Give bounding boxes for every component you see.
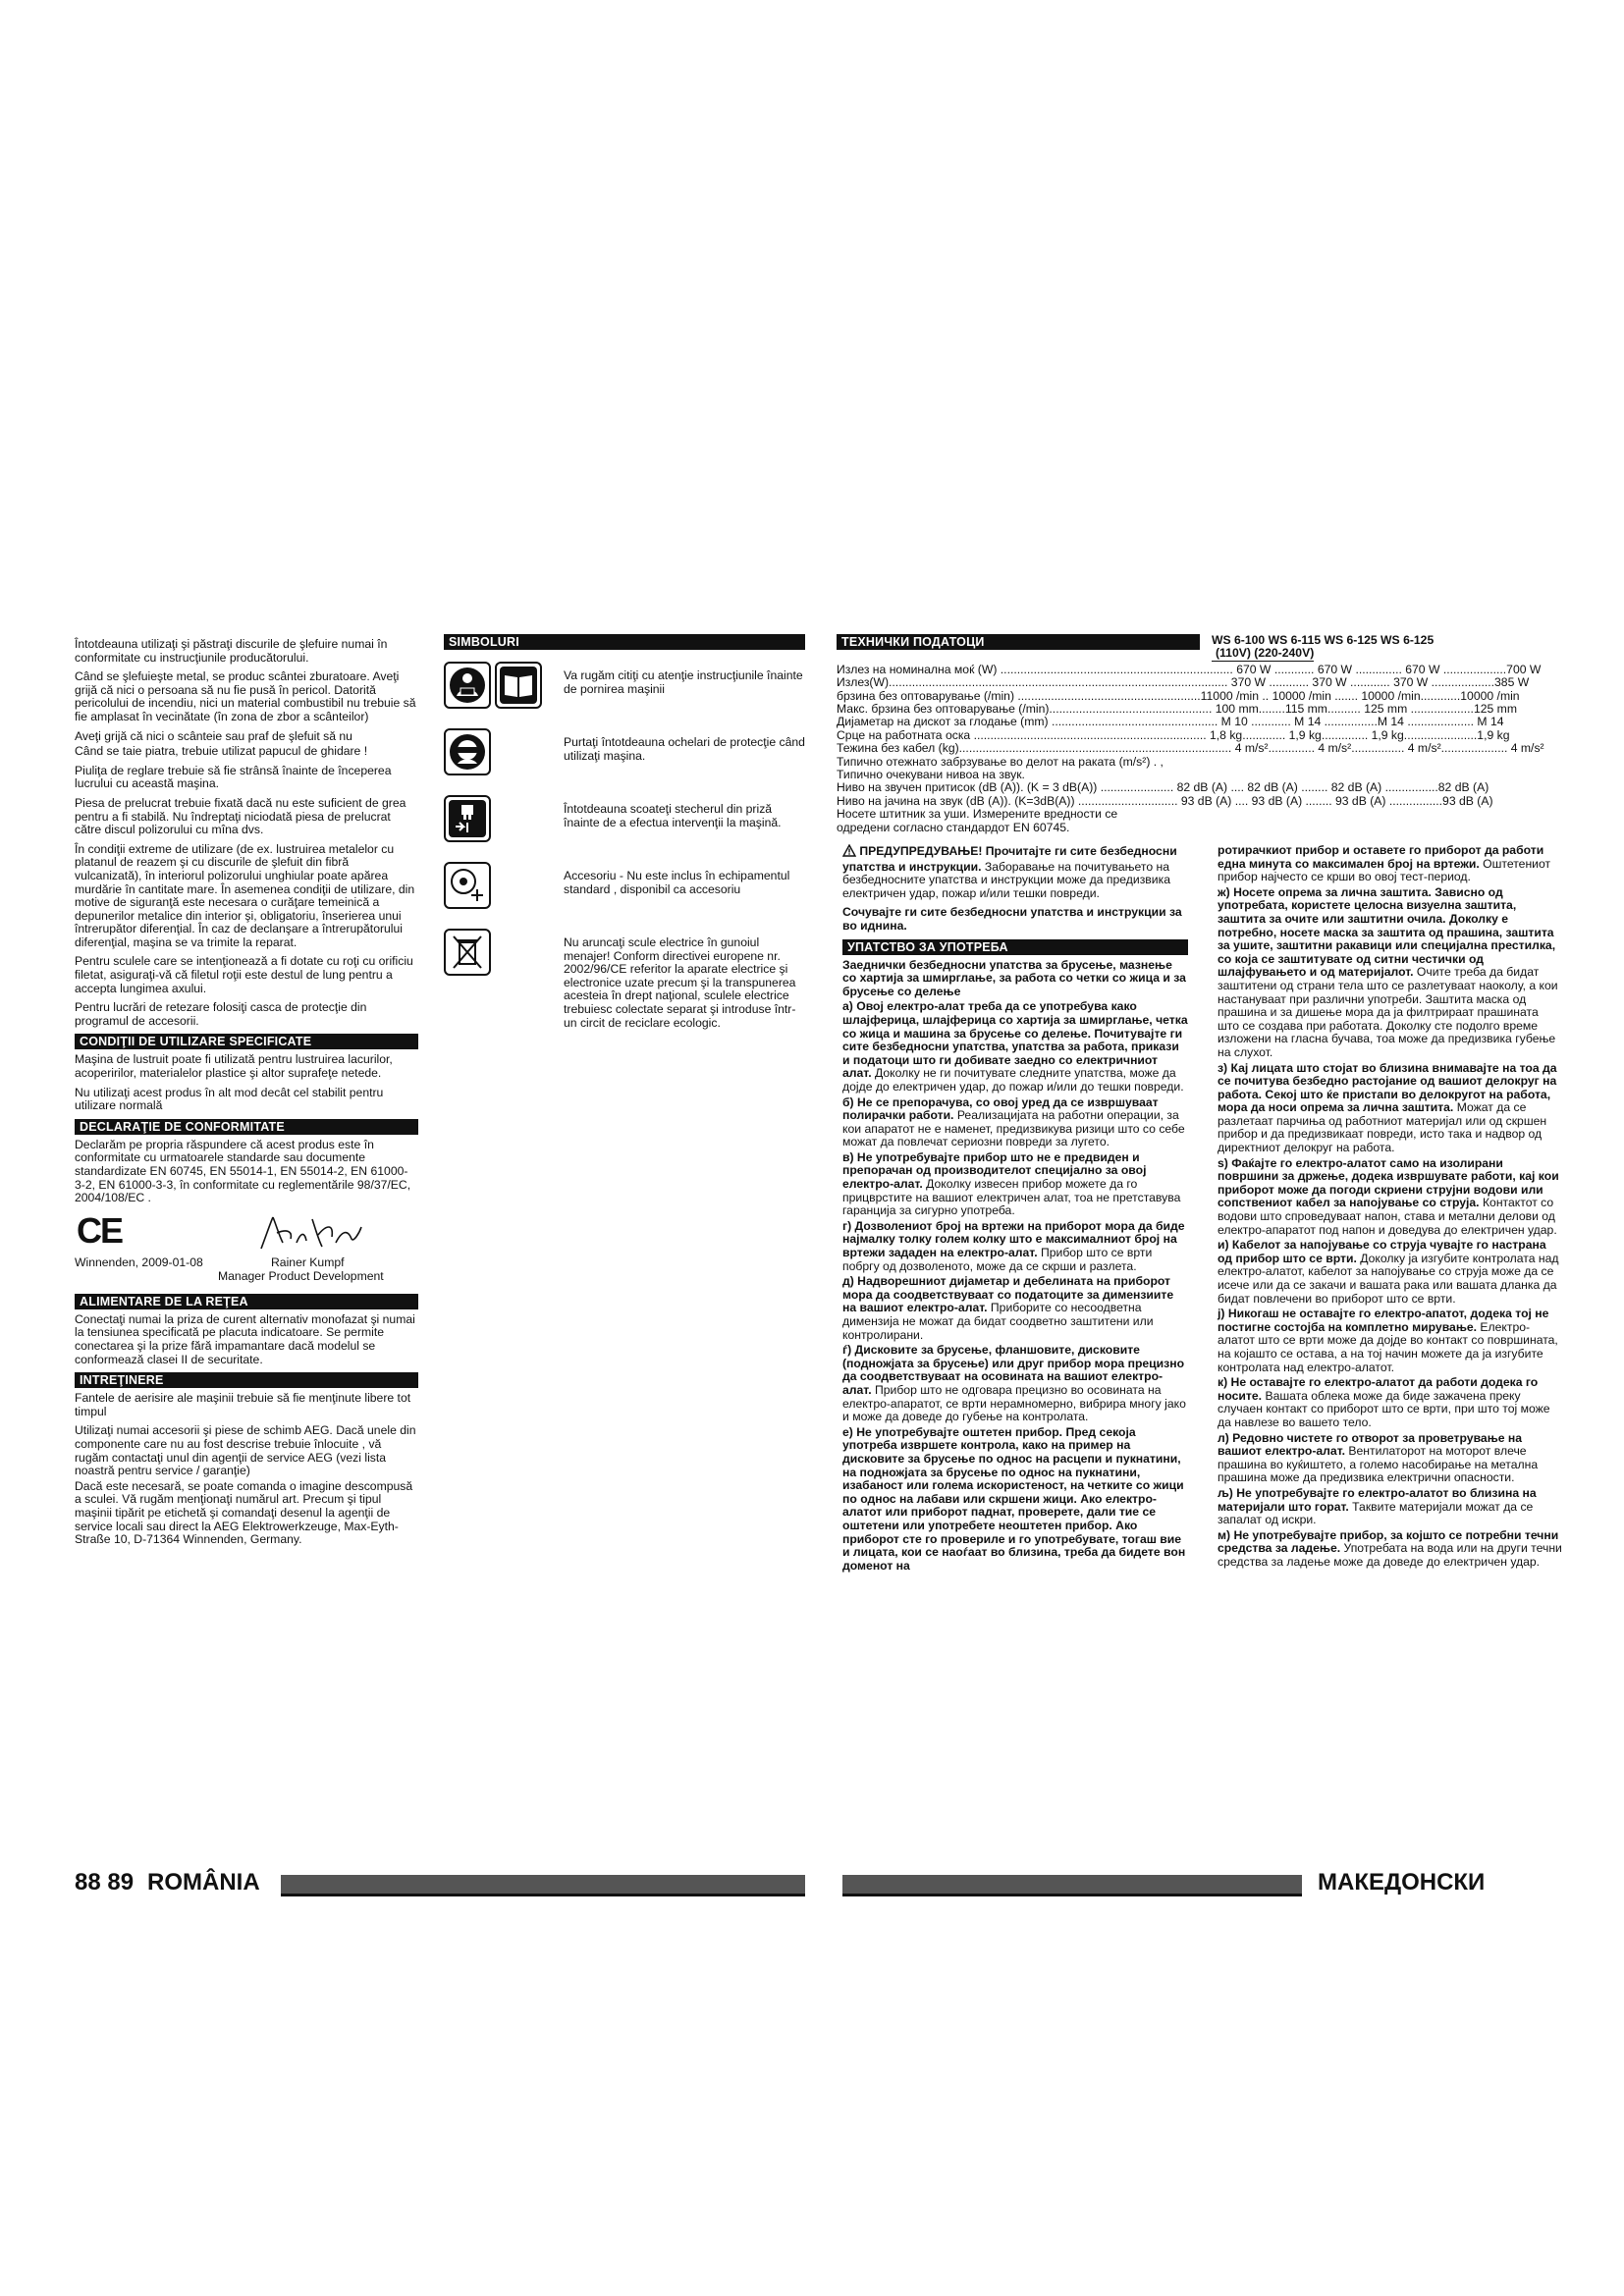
- section-header-tech: ТЕХНИЧКИ ПОДАТОЦИ: [837, 634, 1200, 650]
- paragraph: Dacă este necesară, se poate comanda o imagine descompusă a sculei. Vă rugăm menţionaţi numărul art. Precum şi tipul maşinii tipărit pe etichetă şi comandaţi desenul la agenţii de service locali sau direct la AEG Elektrowerkzeuge, Max-Eyth-Straße 10, D-71364 Winnenden, Germany.: [75, 1478, 413, 1547]
- symbol-description: Accesoriu - Nu este inclus în echipamentul standard , disponibil ca accesoriu: [564, 869, 790, 896]
- ro-intro-text: [75, 638, 418, 1028]
- paragraph: Când se şlefuieşte metal, se produc scântei zburatoare. Aveţi grijă că nici o persoana să nu fie pusă în pericol. Datorită pericolului de incendiu, nici un material combustibil nu trebuie să fie amplasat în vecinătate (în zona de zbor a scânteilor): [75, 669, 416, 723]
- ce-mark: CE: [77, 1209, 123, 1251]
- symbol-row: [444, 662, 805, 711]
- signer-title: Manager Product Development: [218, 1268, 384, 1283]
- paragraph: Piuliţa de reglare trebuie să fie strânsă înainte de începerea lucrului cu această maşina.: [75, 763, 392, 791]
- symbol-description: Va rugăm citiţi cu atenţie instrucţiunile înainte de pornirea maşinii: [564, 668, 803, 696]
- paragraph: Conectaţi numai la priza de curent alternativ monofazat şi numai la tensiunea specificată pe placuta indicatoare. Se permite conectarea şi la prize fără impamantare dacă modelul se conformează clasei II de securitate.: [75, 1311, 415, 1366]
- tech-row: Макс. брзина без оптоварување (/min)................................................. 100 mm........115 mm.......... 125 mm ...................125 mm: [837, 702, 1517, 717]
- section-header-upatstvo: УПАТСТВО ЗА УПОТРЕБА: [842, 939, 1188, 955]
- safety-goggles-icon: [444, 728, 491, 775]
- paragraph: Utilizaţi numai accesorii şi piese de schimb AEG. Dacă unele din componente care nu au fost descrise trebuie înlocuite , vă rugăm contactaţi unul din agenţii de service AEG (vezi lista noastră pentru service / garanţie): [75, 1423, 416, 1478]
- footer-bar-left: [281, 1875, 805, 1896]
- mk-column-1: [842, 844, 1188, 1575]
- list-item: и) Кабелот за напојување со струја чувајте го настрана од прибор што се врти. Доколку ја изгубите контролата над електро-алатот, кабелот за напојување со струја може да се исече или да се закачи и вашата рака или вашата дланка да бидат повлечени во приборот што се врти.: [1218, 1238, 1559, 1306]
- paragraph: În condiţii extreme de utilizare (de ex. lustruirea metalelor cu platanul de reazem şi cu discurile de şlefuit din fibră vulcanizată), în interiorul polizorului unghiular poate apărea murdărie în cantitate mare. În asemenea condiţii de utilizare, din motive de siguranţă este necesara o curăţare temeinică a depunerilor metalice din interior şi, obligatoriu, înserierea unui întrerupător diferenţial. În caz de declanşare a întrerupătorului diferenţial, maşina se va trimite la reparat.: [75, 841, 415, 949]
- paragraph: Piesa de prelucrat trebuie fixată dacă nu este suficient de grea pentru a fi stabilă. Nu îndreptaţi niciodată piesa de prelucrat către discul polizorului cu mîna dvs.: [75, 795, 406, 837]
- list-item: е) Не употребувајте оштетен прибор. Пред секоја употреба извршете контрола, како на пример на дисковите за брусење по однос на расцепи и пукнатини, на подножјата за брусење по однос на пукнатини, изабаност или голема искористеност, на четките со жици по однос на лабави или скршени жици. Ако електро-алатот или приборот паднат, проверете, дали тие се оштетени или употребете неоштетен прибор. Ако приборот сте го провериле и го употребувате, тогаш вие и лицата, кои се наоѓаат во близина, треба да бидете вон доменот на: [842, 1424, 1186, 1573]
- crossed-bin-icon: [444, 929, 491, 976]
- symbol-description: Purtaţi întotdeauna ochelari de protecţie când utilizaţi maşina.: [564, 735, 805, 763]
- list-item: г) Дозволениот број на вртежи на приборот мора да биде најмалку толку голем колку што е максималниот број на вртежи зададен на електро-алат. Прибор што се врти побргу од дозволеното, може да се скрши и разлета.: [842, 1218, 1185, 1273]
- paragraph: Aveţi grijă că nici o scânteie sau praf de şlefuit să nu: [75, 728, 352, 743]
- tech-row: Излез на номинална моќ (W) ...................................................................... 670 W ............ 670 W .............. 670 W ...................700 W: [837, 662, 1542, 676]
- warning-title: ПРЕДУПРЕДУВАЊЕ! Прочитајте ги сите безбедносни упатства и инструкции.: [842, 844, 1177, 874]
- symbol-row: [444, 728, 805, 777]
- tech-row: Излез(W)...................................................................................................... 370 W ............ 370 W ............ 370 W ...................385 W: [837, 675, 1530, 690]
- symbol-row: [444, 929, 805, 1030]
- paragraph: Maşina de lustruit poate fi utilizată pentru lustruirea lacurilor, acoperirilor, materialelor plastice şi altor suprafeţe netede.: [75, 1052, 393, 1081]
- tech-row: Ниво на звучен притисок (dB (A)). (K = 3 dB(A)) ...................... 82 dB (A) .... 82 dB (A) ........ 82 dB (A) ................82 dB (A): [837, 780, 1489, 795]
- ro-column-2: [444, 634, 805, 1047]
- warning-keep: Сочувајте ги сите безбедносни упатства и инструкции за во иднина.: [842, 905, 1182, 933]
- list-item: з) Кај лицата што стојат во близина внимавајте на тоа да се почитува безбедно растојание од вашиот делокруг на работа. Секој што ќе пристапи во делокругот на работа, мора да носи опрема за лична заштита. Можат да се разлетаат парчиња од работниот материјал или од скршен прибор и да предизвикаат повреди, исто така и надвор од директниот делокруг на работа.: [1218, 1060, 1557, 1155]
- tech-row: брзина без оптоварување (/min) .......................................................11000 /min .. 10000 /min ....... 10000 /min............10000 /min: [837, 688, 1520, 703]
- language-label-mk: МАКЕДОНСКИ: [1318, 1869, 1486, 1896]
- list-item: л) Редовно чистете го отворот за проветрување на вашиот електро-алат. Вентилаторот на моторот влече прашина во куќиштето, а големо насобирање на метална прашина може да предизвика електрични опасности.: [1218, 1430, 1539, 1485]
- list-item: в) Не употребувајте прибор што не е предвиден и препорачан од производителот специјално за овој електро-алат. Доколку извесен прибор можете да го прицврстите на вашиот електричен алат, тоа не претставува гаранција за сигурно употреба.: [842, 1149, 1181, 1218]
- list-item: ротирачкиот прибор и оставете го приборот да работи една минута со максимален број на вртежи. Оштетениот прибор најчесто се крши во овој тест-период.: [1218, 843, 1551, 884]
- paragraph: Pentru sculele care se intenţionează a fi dotate cu roţi cu orificiu filetat, asiguraţi-vă că filetul roţii este destul de lung pentru a accepta lungimea axului.: [75, 954, 413, 995]
- accessory-disc-icon: [444, 862, 491, 909]
- ro-column-1: [75, 638, 418, 1553]
- section-header-simboluri: SIMBOLURI: [444, 634, 805, 650]
- list-item: љ) Не употребувајте го електро-алатот во близина на материјали што горат. Таквите материјали можат да се запалат од искри.: [1218, 1485, 1537, 1527]
- book-icon: [495, 662, 542, 709]
- voltage-columns: (110V) (220-240V): [1212, 647, 1314, 661]
- tech-row: Носете штитник за уши. Измерените вредности се: [837, 807, 1118, 822]
- paragraph: Când se taie piatra, trebuie utilizat papucul de ghidare !: [75, 744, 368, 759]
- list-item: б) Не се препорачува, со овој уред да се извршуваат полирачки работи. Реализацијата на работни операции, за кои апаратот не е наменет, предизвикува ризици што со себе можат да повлечат сериозни повреди за лугето.: [842, 1095, 1185, 1149]
- paragraph: Nu utilizaţi acest produs în alt mod decât cel stabilit pentru utilizare normală: [75, 1085, 384, 1113]
- list-item: ј) Никогаш не оставајте го електро-апатот, додека тој не постигне состојба на комплетно мирување. Електро-алатот што се врти може да дојде во контакт со површината, на којашто се оставa, a на тој начин можете да ја изгубите контролата над електро-алатот.: [1218, 1307, 1558, 1374]
- list-item: д) Надворешниот дијаметар и дебелината на приборот мора да соодветствуваат со податоците за димензиите на вашиот електро-алат. Приборите со несоодветна димензија не можат да бидат соодветно заштитени или контролирани.: [842, 1274, 1174, 1342]
- tech-row: Ниво на јачина на звук (dB (A)). (K=3dB(A)) .............................. 93 dB (A) .... 93 dB (A) ........ 93 dB (A) ................93 dB (A): [837, 793, 1493, 808]
- language-label-ro: ROMÂNIA: [147, 1869, 260, 1896]
- section-header-declaratie: DECLARAŢIE DE CONFORMITATE: [75, 1119, 418, 1135]
- footer-bar-right: [842, 1875, 1302, 1896]
- tech-row: одредени согласно стандардот EN 60745.: [837, 820, 1070, 834]
- tech-row: Типично отежнато забрзување во делот на раката (m/s²) . ,: [837, 754, 1164, 769]
- symbol-description: Întotdeauna scoateţi stecherul din priză înainte de a efectua intervenţii la maşină.: [564, 802, 782, 829]
- intro-bold: Заеднички безбедносни упатства за брусење, мазнење со хартија за шмирглање, за работа со четки со жица и за брусење со делење: [842, 957, 1186, 998]
- list-item: а) Овој електро-алат треба да се употребува како шлајферица, шлајферица со хартија за шмирглање, четка со жица и машина за брусење со делење. Почитувајте ги сите безбедносни упатства, упатства за работа, прикази и податоци што ги добивате заедно со електричниот алат. Доколку не ги почитувате следните упатства, може да дојде до електричен удар, до пожар и/или до тешки повреди.: [842, 999, 1188, 1094]
- symbol-description: Nu aruncaţi scule electrice în gunoiul menajer! Conform directivei europene nr. 2002/96/CE referitor la aparate electrice şi electronice uzate precum şi la transpunerea acesteia în drept naţional, sculele electrice trebuiesc colectate separat şi introduse într-un circit de reciclare ecologic.: [564, 935, 796, 1030]
- symbol-row: [444, 795, 805, 844]
- signer-name: Rainer Kumpf: [271, 1255, 345, 1269]
- paragraph: Fantele de aerisire ale maşinii trebuie să fie menţinute libere tot timpul: [75, 1391, 411, 1418]
- unplug-icon: [444, 795, 491, 842]
- list-item: ѕ) Фаќајте го електро-алатот само на изолирани површини за држење, додека извршувате работи, кај кои приборот може да погоди скриени струјни водови или сопствениот кабел за напојување со струја. Контактот со водови што спроведуваат напон, става и метални делови од електро-апаратот под напон и доведува до електричен удар.: [1218, 1155, 1559, 1237]
- model-columns: WS 6-100 WS 6-115 WS 6-125 WS 6-125: [1212, 633, 1435, 647]
- declaration-text: Declarăm pe propria răspundere că acest produs este în conformitate cu urmatoarele standarde sau documente standardizate EN 60745, EN 55014-1, EN 55014-2, EN 61000-3-2, EN 61000-3-3, în conformitate cu reglementările 98/37/EC, 2004/108/EC .: [75, 1137, 411, 1205]
- paragraph: Întotdeauna utilizaţi şi păstraţi discurile de şlefuire numai în conformitate cu instrucţiunile producătorului.: [75, 637, 388, 665]
- tech-rows: [837, 664, 1553, 834]
- warning-triangle-icon: [842, 844, 856, 861]
- list-item: м) Не употребувајте прибор, за којшто се потребни течни средства за ладење. Употребата на вода или на други течни средства за ладење може да доведе до електричен удар.: [1218, 1527, 1562, 1569]
- tech-row: Срце на работната оска ...................................................................... 1,8 kg............. 1,9 kg.............. 1,9 kg......................1,9 kg: [837, 727, 1510, 742]
- paragraph: Pentru lucrări de retezare folosiţi casca de protecţie din programul de accesorii.: [75, 1000, 367, 1028]
- signature-block: [75, 1211, 418, 1288]
- section-header-conditii: CONDIŢII DE UTILIZARE SPECIFICATE: [75, 1034, 418, 1049]
- tech-row: Тежина без кабел (kg).................................................................................. 4 m/s².............. 4 m/s²................ 4 m/s².................... 4 m/s²: [837, 741, 1544, 756]
- place-date: Winnenden, 2009-01-08: [75, 1255, 203, 1269]
- tech-row: Дијаметар на дискот за глодање (mm) .................................................. M 10 ............ M 14 ................M 14 .................... M 14: [837, 715, 1504, 729]
- warning-block: [842, 844, 1188, 900]
- section-header-intretinere: INTREŢINERE: [75, 1372, 418, 1388]
- list-item: ѓ) Дисковите за брусење, фланшовите, дисковите (подножјата за брусење) или друг прибор мора прецизно да соодветствуваат на осовината на вашиот електро-алат. Прибор што не одговара прецизно во осовината на електро-апаратот, се врти нерамномерно, вибрира многу јако и може да доведе до губење на контролата.: [842, 1343, 1186, 1424]
- section-header-alimentare: ALIMENTARE DE LA REŢEA: [75, 1294, 418, 1309]
- handwritten-signature: [257, 1213, 365, 1256]
- warning-text: Заборавање на почитувањето на безбедносните упатства и инструкции може да предизвика електричен удар, пожар и/или тешки повреди.: [842, 859, 1170, 900]
- list-item: ж) Носете опрема за лична заштита. Зависно од употребата, користете целосна визуелна заштита, заштита за очите или заштитни очила. Доколку е потребно, носете маска за заштита од прашина, заштита за ушите, заштитни ракавици или специјална престилка, со која се заштитувате од ситни честички од шлајфувањето и од материјалот. Очите треба да бидат заштитени од страни тела што се разлетуваат наоколу, а кои настануваат при различни употреби. Заштита маска од прашина и за дишење мора да ја филтрираат прашината што се создава при работата. Доколку сте подолго време изложени на гласна бучава, тоа може да предизвика губење на слухот.: [1218, 884, 1558, 1059]
- mk-column-2: [1218, 844, 1563, 1571]
- page-numbers: 88 89: [75, 1869, 135, 1896]
- list-item: к) Не оставајте го електро-алатот да работи додека го носите. Вашата облека може да биде зажачена преку случаен контакт со приборот што се врти, при што тој може да навлезе во вашето тело.: [1218, 1375, 1550, 1429]
- symbol-row: [444, 862, 805, 911]
- tech-data-section: [837, 634, 1553, 834]
- tech-row: Типично очекувани нивоа на звук.: [837, 768, 1025, 782]
- person-reading-icon: [444, 662, 491, 709]
